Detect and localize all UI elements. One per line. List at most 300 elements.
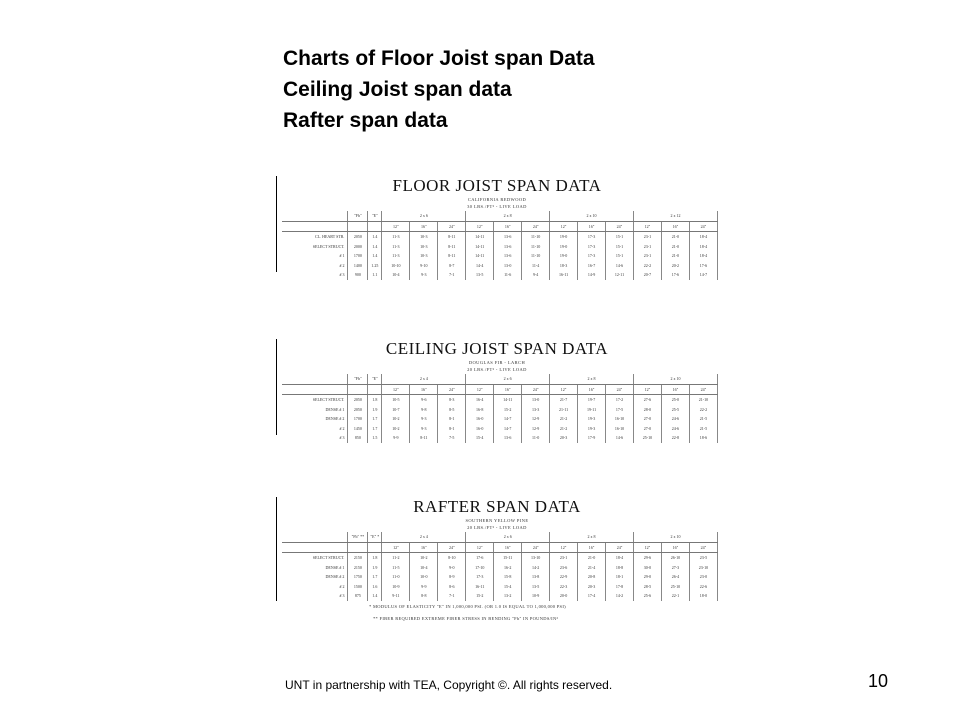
spacing-header: 24" (522, 221, 550, 232)
span-value-cell: 11-0 (522, 433, 550, 443)
spacing-header: 12" (633, 542, 661, 553)
spacing-header: 24" (689, 221, 717, 232)
span-value-cell: 29-0 (633, 572, 661, 582)
species-grade-cell: CL. HEART STR. (282, 232, 348, 242)
span-value-cell: 11-6 (494, 270, 522, 280)
span-value-cell: 900 (348, 270, 368, 280)
span-value-cell: 10-2 (382, 424, 410, 434)
span-value-cell: 17-8 (606, 582, 634, 592)
table-header-spacing (282, 542, 718, 553)
span-value-cell: 17-5 (606, 405, 634, 415)
span-value-cell: 1.9 (368, 405, 382, 415)
span-value-cell: 21-5 (689, 414, 717, 424)
spacing-header: 16" (410, 221, 438, 232)
table-row (282, 261, 718, 271)
span-value-cell: 10-3 (410, 242, 438, 252)
spacing-header: 16" (494, 221, 522, 232)
span-value-cell: 13-5 (522, 582, 550, 592)
ceiling-chart-title: CEILING JOIST SPAN DATA (385, 339, 609, 358)
span-value-cell: 1500 (348, 582, 368, 592)
floor-chart-title: FLOOR JOIST SPAN DATA (392, 176, 602, 195)
span-value-cell: 23-1 (633, 251, 661, 261)
span-value-cell: 14-11 (466, 242, 494, 252)
span-value-cell: 10-10 (382, 261, 410, 271)
span-value-cell: 23-1 (633, 242, 661, 252)
span-value-cell: 2050 (348, 232, 368, 242)
span-value-cell: 18-4 (689, 251, 717, 261)
span-value-cell: 25-10 (633, 433, 661, 443)
span-value-cell: 16-0 (466, 424, 494, 434)
table-header-spacing (282, 384, 718, 395)
span-value-cell: 2000 (348, 242, 368, 252)
span-value-cell: 13-8 (522, 572, 550, 582)
span-value-cell: 13-10 (522, 553, 550, 563)
spacing-header: 12" (382, 384, 410, 395)
spacing-header (368, 384, 382, 395)
span-value-cell: 16-4 (466, 395, 494, 405)
span-value-cell: 8-3 (438, 395, 466, 405)
span-value-cell: 9-3 (410, 414, 438, 424)
lumber-size-header: 2 x 4 (382, 374, 466, 384)
lumber-size-header: 2 x 4 (382, 532, 466, 542)
span-value-cell: 12-9 (522, 424, 550, 434)
header-cell: "Fb" ** (348, 532, 368, 542)
span-value-cell: 18-1 (606, 572, 634, 582)
span-value-cell: 20-7 (633, 270, 661, 280)
span-value-cell: 8-9 (438, 572, 466, 582)
span-value-cell: 21-10 (689, 395, 717, 405)
span-value-cell: 20-3 (578, 582, 606, 592)
span-value-cell: 14-9 (578, 270, 606, 280)
span-value-cell: 13-6 (494, 433, 522, 443)
span-value-cell: 21-7 (550, 395, 578, 405)
span-value-cell: 9-0 (438, 563, 466, 573)
span-value-cell: 8-6 (438, 582, 466, 592)
span-value-cell: 13-6 (494, 242, 522, 252)
header-cell: "Fb" (348, 374, 368, 384)
span-value-cell: 9-3 (410, 270, 438, 280)
heading-line-1: Charts of Floor Joist span Data (283, 47, 595, 70)
span-value-cell: 9-8 (410, 405, 438, 415)
span-value-cell: 11-4 (522, 261, 550, 271)
span-value-cell: 14-7 (689, 270, 717, 280)
spacing-header: 16" (578, 542, 606, 553)
span-value-cell: 25-5 (661, 405, 689, 415)
spacing-header: 24" (438, 221, 466, 232)
span-value-cell: 11-2 (382, 553, 410, 563)
span-value-cell: 21-11 (550, 405, 578, 415)
span-value-cell: 13-6 (494, 232, 522, 242)
span-value-cell: 17-3 (466, 572, 494, 582)
span-value-cell: 24-6 (661, 424, 689, 434)
span-value-cell: 14-4 (466, 261, 494, 271)
span-value-cell: 11-10 (522, 232, 550, 242)
span-value-cell: 11-3 (382, 251, 410, 261)
span-value-cell: 1750 (348, 572, 368, 582)
rafter-note-modulus: * MODULUS OF ELASTICITY "E" IN 1,000,000 PSI. (OR 1.0 IS EQUAL TO 1,000,000 PSI) (369, 604, 566, 609)
span-value-cell: 7-5 (438, 433, 466, 443)
species-grade-cell: SELECT STRUCT. (282, 395, 348, 405)
span-value-cell: 1.7 (368, 424, 382, 434)
span-value-cell: 1.9 (368, 563, 382, 573)
span-value-cell: 1.4 (368, 591, 382, 601)
species-grade-cell: DENSE # 2 (282, 572, 348, 582)
species-grade-cell: DENSE # 1 (282, 563, 348, 573)
span-value-cell: 28-5 (633, 582, 661, 592)
spacing-header: 24" (438, 542, 466, 553)
floor-chart-load: 30 LBS./FT² - LIVE LOAD (467, 204, 527, 209)
span-value-cell: 21-0 (661, 251, 689, 261)
spacing-header: 12" (633, 384, 661, 395)
span-value-cell: 1.25 (368, 261, 382, 271)
span-value-cell: 22-1 (661, 591, 689, 601)
span-value-cell: 17-3 (578, 251, 606, 261)
span-value-cell: 20-0 (550, 591, 578, 601)
header-cell: "Fb" (348, 211, 368, 221)
span-value-cell: 8-11 (438, 232, 466, 242)
span-value-cell: 24-6 (661, 414, 689, 424)
spacing-header: 12" (466, 221, 494, 232)
span-value-cell: 22-8 (661, 433, 689, 443)
span-value-cell: 23-1 (633, 232, 661, 242)
span-value-cell: 17-2 (606, 395, 634, 405)
span-value-cell: 850 (348, 433, 368, 443)
span-value-cell: 27-0 (633, 414, 661, 424)
span-value-cell: 11-5 (382, 563, 410, 573)
span-value-cell: 16-10 (606, 414, 634, 424)
spacing-header (348, 221, 368, 232)
span-value-cell: 19-0 (550, 251, 578, 261)
lumber-size-header: 2 x 6 (466, 532, 550, 542)
spacing-header: 12" (633, 221, 661, 232)
span-value-cell: 1.7 (368, 572, 382, 582)
span-value-cell: 11-3 (382, 232, 410, 242)
span-value-cell: 9-10 (410, 261, 438, 271)
span-value-cell: 11-0 (382, 572, 410, 582)
span-value-cell: 26-4 (661, 572, 689, 582)
span-value-cell: 15-4 (494, 582, 522, 592)
species-grade-cell: SELECT STRUCT. (282, 242, 348, 252)
span-value-cell: 13-0 (522, 395, 550, 405)
span-value-cell: 1.5 (368, 433, 382, 443)
spacing-header (282, 384, 348, 395)
spacing-header (282, 221, 348, 232)
span-value-cell: 17-9 (578, 433, 606, 443)
span-value-cell: 21-2 (550, 414, 578, 424)
span-value-cell: 8-11 (410, 433, 438, 443)
species-grade-cell: # 2 (282, 261, 348, 271)
span-value-cell: 13-3 (522, 405, 550, 415)
span-value-cell: 16-10 (606, 424, 634, 434)
span-value-cell: 2050 (348, 395, 368, 405)
span-value-cell: 18-3 (550, 261, 578, 271)
header-cell (282, 374, 348, 384)
span-value-cell: 25-10 (661, 582, 689, 592)
span-value-cell: 17-4 (578, 591, 606, 601)
span-value-cell: 15-1 (606, 232, 634, 242)
span-value-cell: 9-6 (410, 395, 438, 405)
spacing-header (368, 221, 382, 232)
span-value-cell: 17-6 (466, 553, 494, 563)
span-value-cell: 28-0 (633, 405, 661, 415)
span-value-cell: 1700 (348, 414, 368, 424)
span-value-cell: 17-6 (689, 261, 717, 271)
span-value-cell: 23-5 (689, 553, 717, 563)
spacing-header (282, 542, 348, 553)
ceiling-chart-species: DOUGLAS FIR - LARCH (468, 360, 526, 365)
span-value-cell: 16-8 (466, 405, 494, 415)
span-value-cell: 14-11 (494, 395, 522, 405)
species-grade-cell: # 3 (282, 433, 348, 443)
spacing-header: 24" (606, 221, 634, 232)
spacing-header: 24" (606, 542, 634, 553)
span-value-cell: 9-11 (382, 591, 410, 601)
span-value-cell: 14-6 (606, 261, 634, 271)
span-value-cell: 10-2 (382, 414, 410, 424)
span-value-cell: 1.7 (368, 414, 382, 424)
span-value-cell: 8-5 (438, 405, 466, 415)
span-value-cell: 21-5 (689, 424, 717, 434)
span-value-cell: 22-6 (689, 582, 717, 592)
heading-line-3: Rafter span data (283, 109, 448, 132)
span-value-cell: 1450 (348, 424, 368, 434)
span-value-cell: 9-9 (410, 582, 438, 592)
header-cell: "E" * (368, 532, 382, 542)
span-value-cell: 19-7 (578, 395, 606, 405)
header-cell: "E" (368, 374, 382, 384)
span-value-cell: 17-6 (661, 270, 689, 280)
spacing-header: 24" (689, 384, 717, 395)
spacing-header: 24" (606, 384, 634, 395)
span-value-cell: 10-7 (382, 405, 410, 415)
spacing-header: 12" (466, 384, 494, 395)
rafter-chart-title: RAFTER SPAN DATA (413, 497, 581, 516)
spacing-header (348, 542, 368, 553)
span-value-cell: 25-0 (661, 395, 689, 405)
lumber-size-header: 2 x 12 (633, 211, 717, 221)
spacing-header: 16" (661, 384, 689, 395)
span-value-cell: 8-10 (438, 553, 466, 563)
span-value-cell: 16-11 (466, 582, 494, 592)
span-value-cell: 1.1 (368, 270, 382, 280)
spacing-header: 16" (410, 542, 438, 553)
header-cell: "E" (368, 211, 382, 221)
spacing-header: 16" (494, 542, 522, 553)
spacing-header: 16" (661, 542, 689, 553)
lumber-size-header: 2 x 8 (550, 532, 634, 542)
span-value-cell: 20-2 (661, 261, 689, 271)
spacing-header (348, 384, 368, 395)
span-value-cell: 10-3 (410, 251, 438, 261)
span-value-cell: 23-1 (550, 553, 578, 563)
spacing-header: 16" (578, 384, 606, 395)
span-value-cell: 11-10 (522, 251, 550, 261)
span-value-cell: 19-0 (550, 242, 578, 252)
species-grade-cell: # 2 (282, 424, 348, 434)
span-value-cell: 15-2 (466, 591, 494, 601)
span-value-cell: 18-6 (689, 433, 717, 443)
span-value-cell: 16-2 (494, 563, 522, 573)
span-value-cell: 17-3 (578, 242, 606, 252)
spacing-header: 12" (550, 542, 578, 553)
span-value-cell: 18-0 (689, 591, 717, 601)
rafter-note-fiber-stress: ** FIBER REQUIRED EXTREME FIBER STRESS IN BENDING "Fb" IN POUNDS/IN² (373, 616, 559, 621)
span-value-cell: 1700 (348, 251, 368, 261)
lumber-size-header: 2 x 8 (550, 374, 634, 384)
species-grade-cell: DENSE # 2 (282, 414, 348, 424)
span-value-cell: 8-11 (438, 251, 466, 261)
span-value-cell: 15-2 (494, 405, 522, 415)
span-value-cell: 15-1 (606, 242, 634, 252)
lumber-size-header: 2 x 6 (466, 374, 550, 384)
span-value-cell: 9-4 (522, 270, 550, 280)
table-header-spacing (282, 221, 718, 232)
span-value-cell: 7-1 (438, 591, 466, 601)
span-value-cell: 19-11 (578, 405, 606, 415)
lumber-size-header: 2 x 10 (550, 211, 634, 221)
span-value-cell: 20-8 (578, 572, 606, 582)
table-row (282, 433, 718, 443)
span-value-cell: 16-11 (550, 270, 578, 280)
spacing-header: 12" (466, 542, 494, 553)
span-value-cell: 875 (348, 591, 368, 601)
span-value-cell: 29-6 (633, 553, 661, 563)
span-value-cell: 14-11 (466, 251, 494, 261)
span-value-cell: 27-0 (633, 424, 661, 434)
span-value-cell: 30-0 (633, 563, 661, 573)
table-row (282, 563, 718, 573)
table-header-sizes (282, 211, 718, 221)
span-value-cell: 13-0 (494, 261, 522, 271)
table-header-sizes (282, 374, 718, 384)
span-value-cell: 21-4 (578, 563, 606, 573)
table-row (282, 572, 718, 582)
span-value-cell: 21-2 (550, 424, 578, 434)
species-grade-cell: # 3 (282, 270, 348, 280)
span-value-cell: 21-0 (661, 232, 689, 242)
span-value-cell: 9-9 (382, 433, 410, 443)
span-value-cell: 13-6 (494, 251, 522, 261)
table-row (282, 232, 718, 242)
span-value-cell: 10-9 (382, 582, 410, 592)
table-row (282, 270, 718, 280)
span-value-cell: 1.8 (368, 553, 382, 563)
species-grade-cell: # 2 (282, 582, 348, 592)
table-row (282, 395, 718, 405)
floor-span-table (282, 211, 718, 280)
header-cell (282, 532, 348, 542)
span-value-cell: 8-1 (438, 414, 466, 424)
span-value-cell: 10-2 (410, 553, 438, 563)
span-value-cell: 8-1 (438, 424, 466, 434)
span-value-cell: 10-5 (382, 395, 410, 405)
span-value-cell: 21-0 (661, 242, 689, 252)
span-value-cell: 16-7 (578, 261, 606, 271)
span-value-cell: 18-4 (689, 242, 717, 252)
span-value-cell: 10-9 (522, 591, 550, 601)
spacing-header: 16" (661, 221, 689, 232)
table-row (282, 242, 718, 252)
rafter-chart-species: SOUTHERN YELLOW PINE (465, 518, 529, 523)
span-value-cell: 19-0 (550, 232, 578, 242)
lumber-size-header: 2 x 6 (382, 211, 466, 221)
span-value-cell: 10-4 (410, 563, 438, 573)
span-value-cell: 22-2 (689, 405, 717, 415)
floor-joist-chart (276, 176, 718, 278)
spacing-header: 16" (494, 384, 522, 395)
span-value-cell: 14-7 (494, 414, 522, 424)
spacing-header: 24" (522, 384, 550, 395)
species-grade-cell: DENSE # 1 (282, 405, 348, 415)
span-value-cell: 12-9 (522, 414, 550, 424)
span-value-cell: 23-10 (689, 563, 717, 573)
species-grade-cell: SELECT STRUCT. (282, 553, 348, 563)
spacing-header: 24" (438, 384, 466, 395)
spacing-header: 24" (522, 542, 550, 553)
span-value-cell: 9-3 (410, 424, 438, 434)
span-value-cell: 11-10 (522, 242, 550, 252)
span-value-cell: 10-0 (410, 572, 438, 582)
span-value-cell: 1.4 (368, 242, 382, 252)
rafter-span-chart (276, 497, 718, 627)
rafter-span-table (282, 532, 718, 601)
span-value-cell: 10-4 (382, 270, 410, 280)
span-value-cell: 27-6 (633, 395, 661, 405)
spacing-header: 16" (578, 221, 606, 232)
span-value-cell: 16-0 (466, 414, 494, 424)
span-value-cell: 26-10 (661, 553, 689, 563)
span-value-cell: 13-5 (466, 270, 494, 280)
spacing-header: 24" (689, 542, 717, 553)
span-value-cell: 14-6 (606, 433, 634, 443)
span-value-cell: 14-7 (494, 424, 522, 434)
lumber-size-header: 2 x 10 (633, 374, 717, 384)
ceiling-chart-load: 20 LBS./FT² - LIVE LOAD (467, 367, 527, 372)
spacing-header: 16" (410, 384, 438, 395)
lumber-size-header: 2 x 8 (466, 211, 550, 221)
spacing-header: 12" (550, 384, 578, 395)
span-value-cell: 27-3 (661, 563, 689, 573)
span-value-cell: 17-10 (466, 563, 494, 573)
span-value-cell: 14-2 (522, 563, 550, 573)
species-grade-cell: # 3 (282, 591, 348, 601)
rafter-chart-load: 20 LBS./FT² - LIVE LOAD (467, 525, 527, 530)
table-row (282, 414, 718, 424)
span-value-cell: 2150 (348, 553, 368, 563)
species-grade-cell: # 1 (282, 251, 348, 261)
spacing-header: 12" (382, 221, 410, 232)
span-value-cell: 15-8 (494, 572, 522, 582)
heading-line-2: Ceiling Joist span data (283, 78, 512, 101)
ceiling-joist-chart (276, 339, 718, 441)
span-value-cell: 15-4 (466, 433, 494, 443)
span-value-cell: 19-3 (578, 414, 606, 424)
span-value-cell: 15-1 (606, 251, 634, 261)
table-row (282, 424, 718, 434)
span-value-cell: 2050 (348, 405, 368, 415)
span-value-cell: 8-8 (410, 591, 438, 601)
span-value-cell: 20-3 (550, 433, 578, 443)
span-value-cell: 22-3 (550, 582, 578, 592)
slide-heading (283, 43, 595, 136)
span-value-cell: 22-9 (550, 572, 578, 582)
table-row (282, 251, 718, 261)
lumber-size-header: 2 x 10 (633, 532, 717, 542)
span-value-cell: 18-4 (606, 553, 634, 563)
table-row (282, 405, 718, 415)
spacing-header: 12" (382, 542, 410, 553)
span-value-cell: 22-2 (633, 261, 661, 271)
